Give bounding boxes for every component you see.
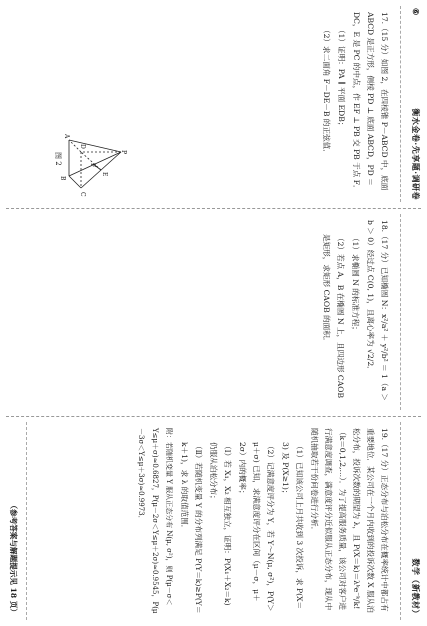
page-number: ⑥ <box>411 8 421 16</box>
vertex-label-b: B <box>59 176 66 181</box>
q19-part3: （Ⅰ）若 X₁，X₂ 相互独立，证明：P(X₁＋X₂＝k) 仍服从泊松分布； <box>209 442 232 606</box>
vertex-label-c: C <box>79 192 86 197</box>
question-17 <box>318 12 391 196</box>
question-19 <box>133 428 391 614</box>
q18-part1: （1）求椭圆 N 的标准方程； <box>351 234 360 334</box>
vertex-label-p: P <box>120 150 127 155</box>
q17-part2: （2）求二面角 F－DE－B 的正弦值． <box>322 26 331 157</box>
q18-part2: （2）若点 A，B 在椭圆 N 上，且四边形 CAOB 是矩形，求矩形 CAOB 的面积． <box>322 234 345 399</box>
brand-title: 衡水金卷·先享题·调研卷 <box>411 108 421 200</box>
figure-caption: 图 2 <box>54 152 62 166</box>
header <box>401 0 427 208</box>
footer-note: （参考答案与解题提示见 18 页） <box>9 501 18 616</box>
q18-stem: 18.（17 分）已知椭圆 N：x²/a² ＋ y²/b² ＝ 1（a ＞ b ＞ 0）经过点 C(0, 1)，且离心率为 √2/2． <box>366 220 389 402</box>
column-q19 <box>0 416 427 626</box>
column-q17 <box>0 0 427 208</box>
q19-stem: 19.（17 分）正态分布与泊松分布在概率统计中都占有重要地位．某公司在一个月内收到的投诉次数 X 服从泊松分布，投诉次数的期望为 λ，且 P(X＝k)＝λᵏe⁻ᵏ/k!（k＝0,1,2,…）．为了提高服务质量，该公司对客户进行满意度调查，满意度评分近似服从正态分布，现从中随机抽取若干份问卷进行分析． <box>310 428 389 613</box>
q17-stem: 17.（15 分）如图 2，在四棱锥 P－ABCD 中，底面 ABCD 是正方形，侧棱 PD ⊥ 底面 ABCD，PD ＝ DC，E 是 PC 的中点，作 EF ⊥ PB 交 PB 于点 F． <box>352 12 389 193</box>
footer-divider <box>26 422 27 620</box>
column-q18 <box>0 208 427 416</box>
header-right <box>401 416 427 626</box>
question-18 <box>318 220 391 404</box>
header-divider <box>400 422 401 620</box>
q19-part2: （2）记满意度评分为 Y，若 Y～N(μ, σ²)，P(Y＞μ＋σ) 已知，求满意度评分在区间（μ－σ，μ＋2σ）内的概率； <box>238 442 275 612</box>
vertex-label-d: D <box>79 144 86 149</box>
q17-part1: （1）证明：PA ∥ 平面 EDB； <box>337 26 346 130</box>
brand-subtitle: 数学（新教材） <box>411 558 421 618</box>
vertex-label-a: A <box>63 134 70 139</box>
pyramid-figure <box>47 130 127 200</box>
vertex-label-f: F <box>89 163 96 168</box>
q19-part1: （1）已知该公司上月共收到 3 次投诉，求 P(X＝3) 及 P(X≥1)； <box>281 442 304 610</box>
q19-part4: （Ⅱ）若随机变量 Y 的分布列满足 P(Y＝k)≥P(Y＝k＋1)，求 λ 的取值范围． <box>180 442 203 614</box>
header-divider <box>400 6 401 202</box>
header-divider <box>400 214 401 410</box>
vertex-label-e: E <box>101 172 108 177</box>
q19-note: 附：若随机变量 Y 服从正态分布 N(μ, σ²)，则 P(μ－σ＜Y≤μ＋σ)≈0.6827，P(μ－2σ＜Y≤μ＋2σ)≈0.9545，P(μ－3σ＜Y≤μ＋3σ)≈0.9973． <box>137 428 173 614</box>
